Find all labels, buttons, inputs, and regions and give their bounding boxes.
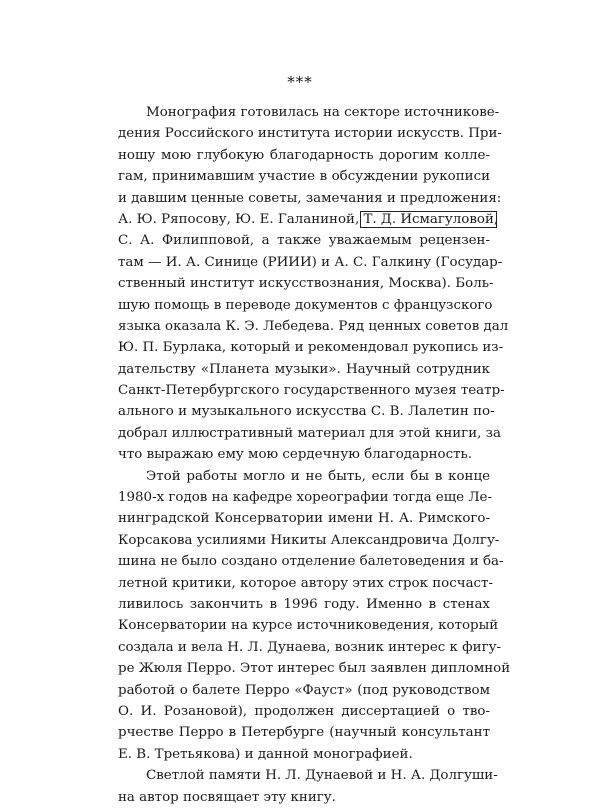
paragraph — [118, 102, 509, 466]
text-line: дения Российского института истории искусств. При- — [118, 126, 502, 142]
text-line: дательству «Планета музыки». Научный сотрудник — [118, 361, 490, 377]
text-line: ре Жюля Перро. Этот интерес был заявлен дипломной — [118, 661, 511, 677]
text-line: шую помощь в переводе документов с французского — [118, 297, 493, 313]
text-line: ливилось закончить в 1996 году. Именно в стенах — [118, 596, 490, 612]
paragraph — [118, 765, 498, 808]
text-line: на автор посвящает эту книгу. — [118, 789, 336, 805]
text-line: летной критики, которое автору этих строк посчаст- — [118, 575, 493, 591]
text-line: О. И. Розановой), продолжен диссертацией о тво- — [118, 703, 490, 719]
text-line: Монография готовилась на секторе источникове- — [146, 105, 500, 120]
text-line — [118, 209, 499, 230]
text-line: Санкт-Петербургского государственного музея театр- — [118, 383, 505, 399]
text-line: шина не было создано отделение балетоведения и ба- — [118, 554, 504, 570]
text-line: 1980-х годов на кафедре хореографии тогда еще Ле- — [118, 490, 492, 506]
text-line: Светлой памяти Н. Л. Дунаевой и Н. А. Долгуши- — [146, 768, 498, 784]
text-line: рчестве Перро в Петербурге (научный консультант — [118, 725, 490, 741]
text-line: С. А. Филипповой, а также уважаемым рецензен- — [118, 233, 490, 249]
text-line: ношу мою глубокую благодарность дорогим колле- — [118, 147, 490, 163]
text-segment: , — [493, 211, 499, 227]
highlighted-name-box: Т. Д. Исмагуловой — [360, 211, 496, 228]
text-line: что выражаю ему мою сердечную благодарность. — [118, 447, 473, 463]
text-line: создала и вела Н. Л. Дунаева, возник интерес к фигу- — [118, 639, 502, 655]
text-line: языка оказала К. Э. Лебедева. Ряд ценных советов дал — [118, 318, 509, 334]
text-line: работой о балете Перро «Фауст» (под руководством — [118, 682, 490, 698]
text-line: гам, принимавшим участие в обсуждении рукописи — [118, 169, 490, 185]
text-line: ственный институт искусствознания, Москва). Боль- — [118, 276, 494, 292]
text-line: добрал иллюстративный материал для этой книги, за — [118, 425, 501, 441]
text-line: и давшим ценные советы, замечания и предложения: — [118, 190, 502, 206]
text-line: нинградской Консерватории имени Н. А. Римского- — [118, 511, 490, 527]
section-separator: *** — [287, 73, 313, 91]
body-text — [118, 102, 511, 808]
text-line: Е. В. Третьякова) и данной монографией. — [118, 746, 413, 762]
text-line: Корсакова усилиями Никиты Александровича Долгу- — [118, 532, 500, 548]
text-line: Консерватории на курсе источниковедения, который — [118, 618, 499, 634]
text-line: Ю. П. Бурлака, который и рекомендовал рукопись из- — [118, 340, 504, 356]
text-line: там — И. А. Синице (РИИИ) и А. С. Галкину (Государ- — [118, 254, 503, 270]
text-line: ального и музыкального искусства С. В. Лалетин по- — [118, 404, 495, 420]
text-segment: А. Ю. Ряпосову, Ю. Е. Галаниной, — [118, 211, 364, 227]
paragraph — [118, 466, 511, 765]
text-line: Этой работы могло и не быть, если бы в конце — [146, 468, 490, 484]
